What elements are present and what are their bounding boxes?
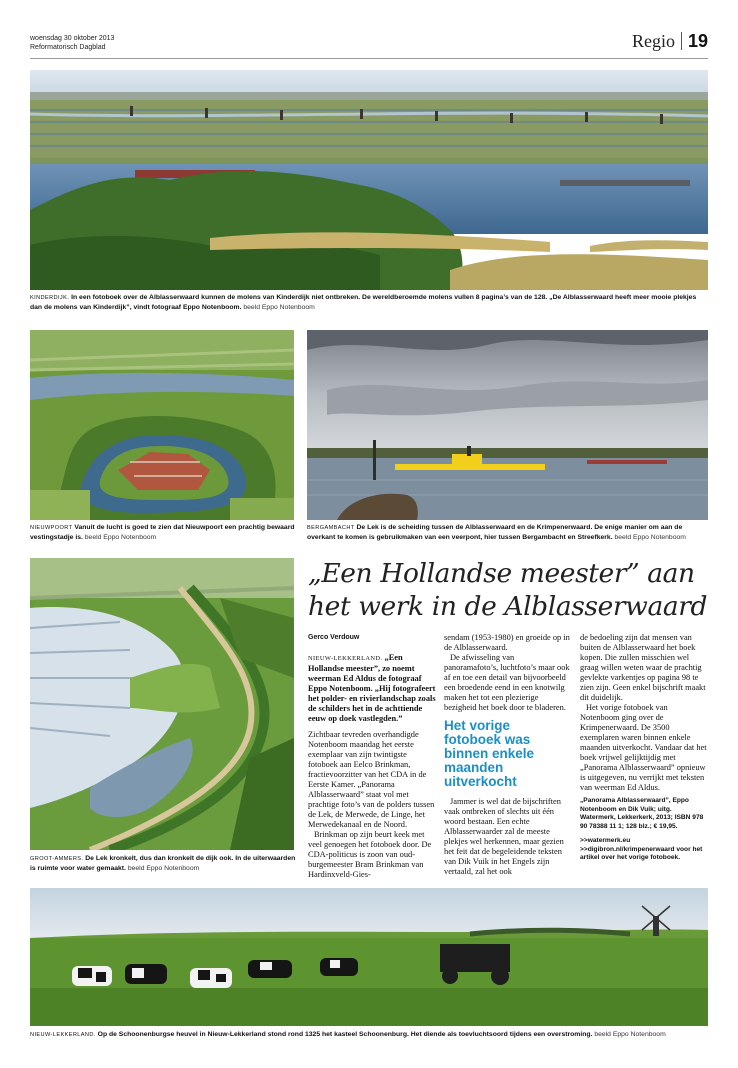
article-column-1	[308, 633, 436, 880]
article-subhead: Het vorige fotoboek was binnen enkele maanden uitverkocht	[444, 718, 535, 789]
caption-place: KINDERDIJK.	[30, 295, 70, 301]
groot-ammers-caption	[30, 854, 298, 873]
nieuw-lekkerland-photo	[30, 888, 708, 1026]
bergambacht-caption	[307, 523, 711, 542]
caption-credit: beeld Eppo Notenboom	[243, 304, 315, 311]
page-header-right	[632, 32, 708, 50]
nieuw-lekkerland-caption	[30, 1030, 720, 1040]
article-lead	[308, 653, 436, 724]
kinderdijk-caption	[30, 293, 710, 312]
article-headline: „Een Hollandse meester” aan het werk in de Alblasserwaard	[308, 558, 708, 622]
caption-credit: beeld Eppo Notenboom	[127, 865, 200, 872]
book-details: „Panorama Alblasserwaard”, Eppo Notenboom en Dik Vuik; uitg. Watermerk, Lekkerkerk, 2013; ISBN 978 90 78388 11 1; 128 blz.; € 19,95.	[580, 797, 704, 830]
caption-text: De Lek is de scheiding tussen de Alblasserwaard en de Krimpenerwaard. De enige manier om aan de overkant te komen is gebruikmaken van een veerpont, hier tussen Bergambacht en Streefkerk.	[307, 524, 683, 541]
book-info	[580, 797, 708, 863]
caption-text: In een fotoboek over de Alblasserwaard kunnen de molens van Kinderdijk niet ontbreken. De wereldberoemde molens vullen 8 pagina’s van de 128. „De Alblasserwaard heeft meer mooie plekjes dan de molens van Kinderdijk”, vindt fotograaf Eppo Notenboom.	[30, 294, 697, 311]
article-paragraph: Brinkman op zijn beurt keek met veel genoegen het fotoboek door. De CDA-politicus is zoon van oud-burgemeester Bram Brinkman van Hardinxveld-Gies-	[308, 830, 432, 879]
caption-place: BERGAMBACHT	[307, 525, 355, 531]
lead-text: „Een Hollandse meester”, zo noemt weerman Ed Aldus de fotograaf Eppo Notenboom. „Hij fotografeert het polder- en rivierlandschap zoals de schilders het in de achttiende eeuw op doek vastlegden.”	[308, 653, 436, 723]
publication-name: Reformatorisch Dagblad	[30, 44, 106, 51]
article-paragraph: Het vorige fotoboek van Notenboom ging over de Krimpenerwaard. De 3500 exemplaren waren binnen enkele maanden uitverkocht. Vandaar dat het boek vrijwel gelijktijdig met „Panorama Alblasserwaard” opnieuw is uitgegeven, nu verrijkt met teksten van weerman Ed Aldus.	[580, 703, 707, 792]
caption-place: GROOT-AMMERS.	[30, 856, 84, 862]
article-paragraph: de bedoeling zijn dat mensen van buiten de Alblasserwaard het boek kopen. Die zullen misschien wel graag willen weten waar de prachtig gevlekte varkentjes op pagina 98 te zien zijn. Geen enkel bijschrift maakt dit duidelijk.	[580, 633, 706, 702]
nieuwpoort-caption	[30, 523, 298, 542]
digibron-link[interactable]: >>digibron.nl/krimpenerwaard voor het artikel over het vorige fotoboek.	[580, 845, 703, 861]
page-number: 19	[687, 31, 708, 51]
header-rule	[30, 58, 708, 59]
article-paragraph: sendam (1953-1980) en groeide op in de Alblasserwaard.	[444, 633, 570, 652]
caption-place: NIEUW-LEKKERLAND.	[30, 1032, 96, 1038]
bergambacht-photo	[307, 330, 708, 520]
article-author: Gerco Verdouw	[308, 634, 360, 641]
article-column-3	[580, 633, 708, 863]
publisher-link[interactable]: >>watermerk.eu	[580, 837, 631, 844]
caption-text: Op de Schoonenburgse heuvel in Nieuw-Lekkerland stond rond 1325 het kasteel Schoonenburg. Het diende als toevluchtsoord tijdens een overstroming.	[97, 1031, 593, 1038]
caption-text: De Lek kronkelt, dus dan kronkelt de dijk ook. In de uiterwaarden is ruimte voor water gemaakt.	[30, 855, 296, 872]
caption-text: Vanuit de lucht is goed te zien dat Nieuwpoort een prachtig bewaard vestingstadje is.	[30, 524, 295, 541]
article-paragraph: Zichtbaar tevreden overhandigde Notenboom maandag het eerste exemplaar van zijn twintigste fotoboek aan Eelco Brinkman, fractievoorzitter van het CDA in de Eerste Kamer. „Panorama Alblasserwaard” staat vol met prachtige foto’s van de polders tussen de Lek, de Merwede, de Linge, het Merwedekanaal en de Noord.	[308, 730, 435, 829]
lead-dateline: NIEUW-LEKKERLAND.	[308, 655, 383, 662]
issue-date: woensdag 30 oktober 2013	[30, 35, 115, 42]
article-column-2	[444, 633, 570, 877]
kinderdijk-photo	[30, 70, 708, 290]
nieuwpoort-photo	[30, 330, 294, 520]
caption-credit: beeld Eppo Notenboom	[614, 534, 686, 541]
article-paragraph: De afwisseling van panoramafoto’s, luchtfoto’s maar ook af en toe een detail van bijvoorbeeld een broedende eend in een knotwilg maken het tot een plezierige bezigheid het boek door te bladeren.	[444, 653, 570, 712]
groot-ammers-photo	[30, 558, 294, 850]
caption-place: NIEUWPOORT	[30, 525, 73, 531]
caption-credit: beeld Eppo Notenboom	[594, 1031, 666, 1038]
article-paragraph: Jammer is wel dat de bijschriften vaak ontbreken of slechts uit één woord bestaan. Een echte Alblasserwaarder zal de meeste plekjes wel herkennen, maar gezien het feit dat de begeleidende teksten van Dik Vuik in het Engels zijn vertaald, zal het ook	[444, 797, 564, 876]
caption-credit: beeld Eppo Notenboom	[84, 534, 157, 541]
section-name: Regio	[632, 32, 682, 50]
page-header-left	[30, 34, 114, 52]
